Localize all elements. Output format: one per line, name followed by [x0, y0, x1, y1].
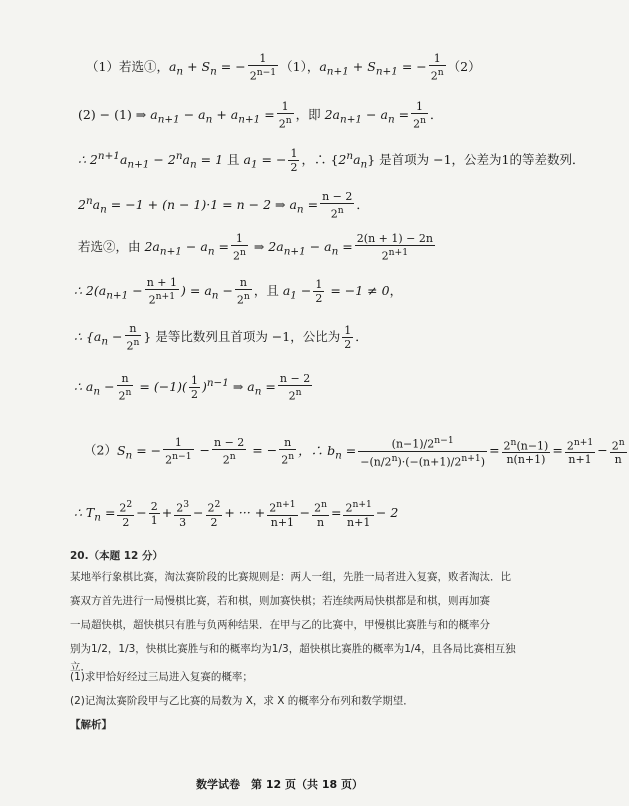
solution-line-7: ∴ {$a_n$ − $\frac{n}{2^n}$ } 是等比数列且首项为 −1，公比为 $\frac{1}{2}$ ． — [74, 322, 368, 353]
solution-line-6: ∴ $2(a_{n+1}$ − $\frac{n + 1}{2^{n+1}}$ ) = $a_n$ − $\frac{n}{2^n}$ ，且 $a_1$ − $\frac{1}{2}$ = −1 ≠ 0， — [74, 276, 403, 307]
analysis-label: 【解析】 — [70, 719, 112, 731]
problem-20-body-line-4: 别为1/2，1/3，快棋比赛胜与和的概率均为1/3，超快棋比赛胜的概率为1/4，且各局比赛相互独立． — [70, 643, 516, 673]
solution-line-2: (2) − (1) ⇒ $a_{n+1} - a_n + a_{n+1}$ = $\frac{1}{2^n}$ ，即 $2a_{n+1} - a_n$ = $\frac{1}{2^n}$ ． — [78, 100, 443, 131]
problem-20-body-line-3: 一局超快棋，超快棋只有胜与负两种结果．在甲与乙的比赛中，甲慢棋比赛胜与和的概率分 — [70, 619, 490, 631]
problem-20-question-2: (2)记淘汰赛阶段甲与乙比赛的局数为 X，求 X 的概率分布列和数学期望． — [70, 695, 414, 707]
problem-20-question-1: (1)求甲恰好经过三局进入复赛的概率； — [70, 671, 253, 683]
solution-line-10: ∴ $T_n$ = $\frac{2^2}{2}$ − $\frac{2}{1}$ + $\frac{2^3}{3}$ − $\frac{2^2}{2}$ + ··· + $\frac{2^{n+1}}{n+1}$ − $\frac{2^n}{n}$ = $\frac{2^{n+1}}{n+1}$ − 2 — [74, 499, 399, 529]
solution-line-9: $(2)S_n$ = − $\frac{1}{2^{n-1}}$ − $\frac{n - 2}{2^n}$ = − $\frac{n}{2^n}$ ，∴ $b_n$ = $\frac{(n-1)/2^{n-1}}{-(n/2^n)\cdot(-(n+1)/2^{n+1})}$ = $\frac{2^n(n-1)}{n(n+1)}$ = $\frac{2^{n+1}}{n+1}$ − $\frac{2^n}{n}$ — [84, 435, 625, 469]
problem-20-body-line-2: 赛双方首先进行一局慢棋比赛，若和棋，则加赛快棋；若连续两局快棋都是和棋，则再加赛 — [70, 595, 490, 607]
solution-line-8: ∴ $a_n$ − $\frac{n}{2^n}$ = (−1)( $\frac{1}{2}$ )$^{n-1}$ ⇒ $a_n$ = $\frac{n - 2}{2^n}$ — [74, 372, 311, 403]
problem-20-body-line-1: 某地举行象棋比赛，淘汰赛阶段的比赛规则是：两人一组，先胜一局者进入复赛，败者淘汰．比 — [70, 571, 511, 583]
solution-line-4: $2^na_n = -1 + (n - 1)\cdot 1 = n - 2$ ⇒ $a_n$ = $\frac{n - 2}{2^n}$ ． — [78, 190, 369, 221]
solution-line-3: ∴ $2^{n+1}a_{n+1} - 2^na_n = 1$ 且 $a_1$ = − $\frac{1}{2}$ ，∴ $\{2^na_n\}$ 是首项为 −1，公差为1的等差数列． — [78, 147, 585, 174]
solution-line-1: （1）若选①，$a_n + S_n$ = − $\frac{1}{2^{n-1}}$ （1），$a_{n+1} + S_{n+1}$ = − $\frac{1}{2^n}$ （2） — [86, 52, 481, 83]
solution-line-5: 若选②，由 $2a_{n+1} - a_n$ = $\frac{1}{2^n}$ ⇒ $2a_{n+1} - a_n$ = $\frac{2(n + 1) - 2n}{2^{n+1}}$ — [78, 232, 433, 263]
problem-20-header: 20.（本题 12 分） — [70, 550, 164, 562]
page-footer: 数学试卷 第 12 页（共 18 页） — [196, 778, 363, 791]
